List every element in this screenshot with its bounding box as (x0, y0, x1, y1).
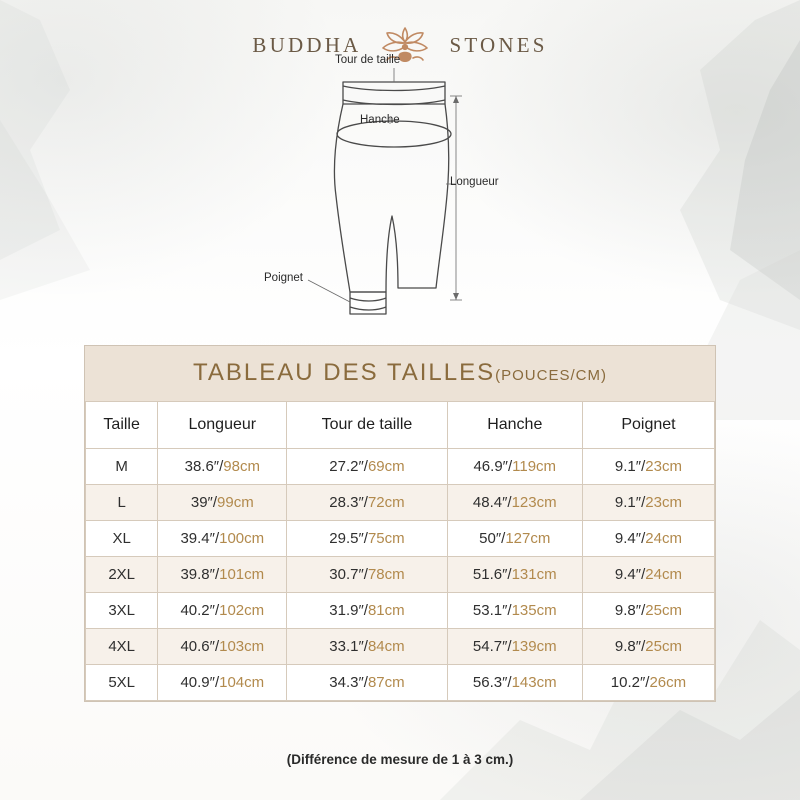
table-row (86, 557, 715, 593)
value-cm: 25cm (645, 638, 682, 655)
column-header-length: Longueur (158, 402, 287, 449)
label-waist: Tour de taille (335, 54, 401, 66)
value-cm: 131cm (511, 566, 557, 583)
value-cm: 81cm (367, 602, 405, 619)
value-cm: 78cm (367, 566, 405, 583)
size-chart-table-container (84, 345, 716, 702)
value-in: 10.2″/ (610, 674, 650, 691)
value-cm: 127cm (505, 530, 551, 547)
cell-size: 5XL (86, 665, 158, 701)
cell-cuff (582, 485, 714, 521)
value-in: 50″/ (479, 530, 506, 547)
value-cm: 26cm (649, 674, 687, 691)
cell-hip (447, 485, 582, 521)
size-chart-table (85, 401, 715, 701)
value-in: 53.1″/ (472, 602, 512, 619)
label-cuff: Poignet (264, 272, 304, 284)
size-chart-title (85, 346, 715, 401)
value-in: 51.6″/ (472, 566, 512, 583)
value-in: 9.4″/ (614, 566, 646, 583)
column-header-size: Taille (86, 402, 158, 449)
value-in: 33.1″/ (329, 638, 368, 655)
value-in: 9.1″/ (614, 494, 646, 511)
table-row (86, 485, 715, 521)
cell-size: M (86, 449, 158, 485)
value-cm: 135cm (511, 602, 557, 619)
cell-size: 2XL (86, 557, 158, 593)
size-chart-title-unit: (POUCES/CM) (495, 367, 607, 384)
table-row (86, 521, 715, 557)
value-cm: 84cm (367, 638, 405, 655)
cell-waist (287, 665, 447, 701)
value-cm: 24cm (645, 566, 682, 583)
value-cm: 99cm (217, 494, 254, 511)
cell-waist (287, 629, 447, 665)
brand-word-left: BUDDHA (252, 32, 362, 57)
value-in: 38.6″/ (184, 458, 224, 475)
brand-word-right: STONES (449, 32, 548, 57)
cell-size: XL (86, 521, 158, 557)
value-cm: 101cm (219, 566, 265, 583)
value-cm: 23cm (645, 458, 682, 475)
value-in: 48.4″/ (472, 494, 512, 511)
cell-hip (447, 521, 582, 557)
table-row (86, 449, 715, 485)
label-length: Longueur (450, 176, 499, 188)
cell-cuff (582, 665, 714, 701)
cell-size: 3XL (86, 593, 158, 629)
value-in: 9.8″/ (614, 602, 646, 619)
size-chart-title-main: TABLEAU DES TAILLES (193, 359, 496, 386)
value-in: 30.7″/ (329, 566, 368, 583)
table-row (86, 629, 715, 665)
value-in: 39.8″/ (180, 566, 220, 583)
cell-cuff (582, 449, 714, 485)
value-in: 39.4″/ (180, 530, 220, 547)
cell-length (158, 629, 287, 665)
value-cm: 139cm (511, 638, 557, 655)
label-hip: Hanche (360, 114, 400, 126)
measurement-difference-note: (Différence de mesure de 1 à 3 cm.) (286, 752, 514, 767)
cell-waist (287, 449, 447, 485)
value-in: 34.3″/ (329, 674, 368, 691)
value-in: 39″/ (190, 494, 218, 511)
value-cm: 24cm (645, 530, 682, 547)
value-cm: 75cm (367, 530, 405, 547)
value-in: 9.4″/ (614, 530, 646, 547)
value-in: 40.9″/ (180, 674, 220, 691)
value-cm: 104cm (219, 674, 265, 691)
cell-waist (287, 557, 447, 593)
value-in: 56.3″/ (472, 674, 512, 691)
value-in: 27.2″/ (329, 458, 368, 475)
pants-measurement-illustration (240, 56, 570, 326)
value-cm: 143cm (511, 674, 557, 691)
cell-length (158, 485, 287, 521)
cell-waist (287, 593, 447, 629)
pants-diagram-svg (240, 56, 570, 326)
table-row (86, 665, 715, 701)
value-cm: 103cm (219, 638, 265, 655)
cell-size: 4XL (86, 629, 158, 665)
value-in: 46.9″/ (473, 458, 513, 475)
value-cm: 119cm (512, 458, 557, 475)
cell-waist (287, 521, 447, 557)
cell-cuff (582, 593, 714, 629)
cell-length (158, 593, 287, 629)
column-header-cuff: Poignet (582, 402, 714, 449)
value-in: 9.8″/ (614, 638, 646, 655)
value-in: 54.7″/ (472, 638, 512, 655)
value-cm: 69cm (367, 458, 405, 475)
value-cm: 25cm (645, 602, 682, 619)
cell-waist (287, 485, 447, 521)
cell-size: L (86, 485, 158, 521)
value-cm: 23cm (645, 494, 682, 511)
value-cm: 123cm (511, 494, 557, 511)
value-cm: 102cm (219, 602, 265, 619)
cell-length (158, 557, 287, 593)
cell-hip (447, 629, 582, 665)
value-in: 9.1″/ (614, 458, 646, 475)
value-in: 40.6″/ (180, 638, 220, 655)
cell-length (158, 449, 287, 485)
value-in: 29.5″/ (329, 530, 368, 547)
value-in: 40.2″/ (180, 602, 220, 619)
cell-length (158, 665, 287, 701)
cell-hip (447, 449, 582, 485)
column-header-waist: Tour de taille (287, 402, 447, 449)
value-cm: 87cm (367, 674, 405, 691)
cell-hip (447, 593, 582, 629)
cell-cuff (582, 521, 714, 557)
cell-cuff (582, 557, 714, 593)
table-header-row (86, 402, 715, 449)
value-in: 31.9″/ (329, 602, 368, 619)
value-cm: 98cm (223, 458, 260, 475)
cell-cuff (582, 629, 714, 665)
table-row (86, 593, 715, 629)
cell-length (158, 521, 287, 557)
value-cm: 72cm (367, 494, 405, 511)
column-header-hip: Hanche (447, 402, 582, 449)
cell-hip (447, 665, 582, 701)
value-in: 28.3″/ (329, 494, 368, 511)
cell-hip (447, 557, 582, 593)
value-cm: 100cm (219, 530, 265, 547)
